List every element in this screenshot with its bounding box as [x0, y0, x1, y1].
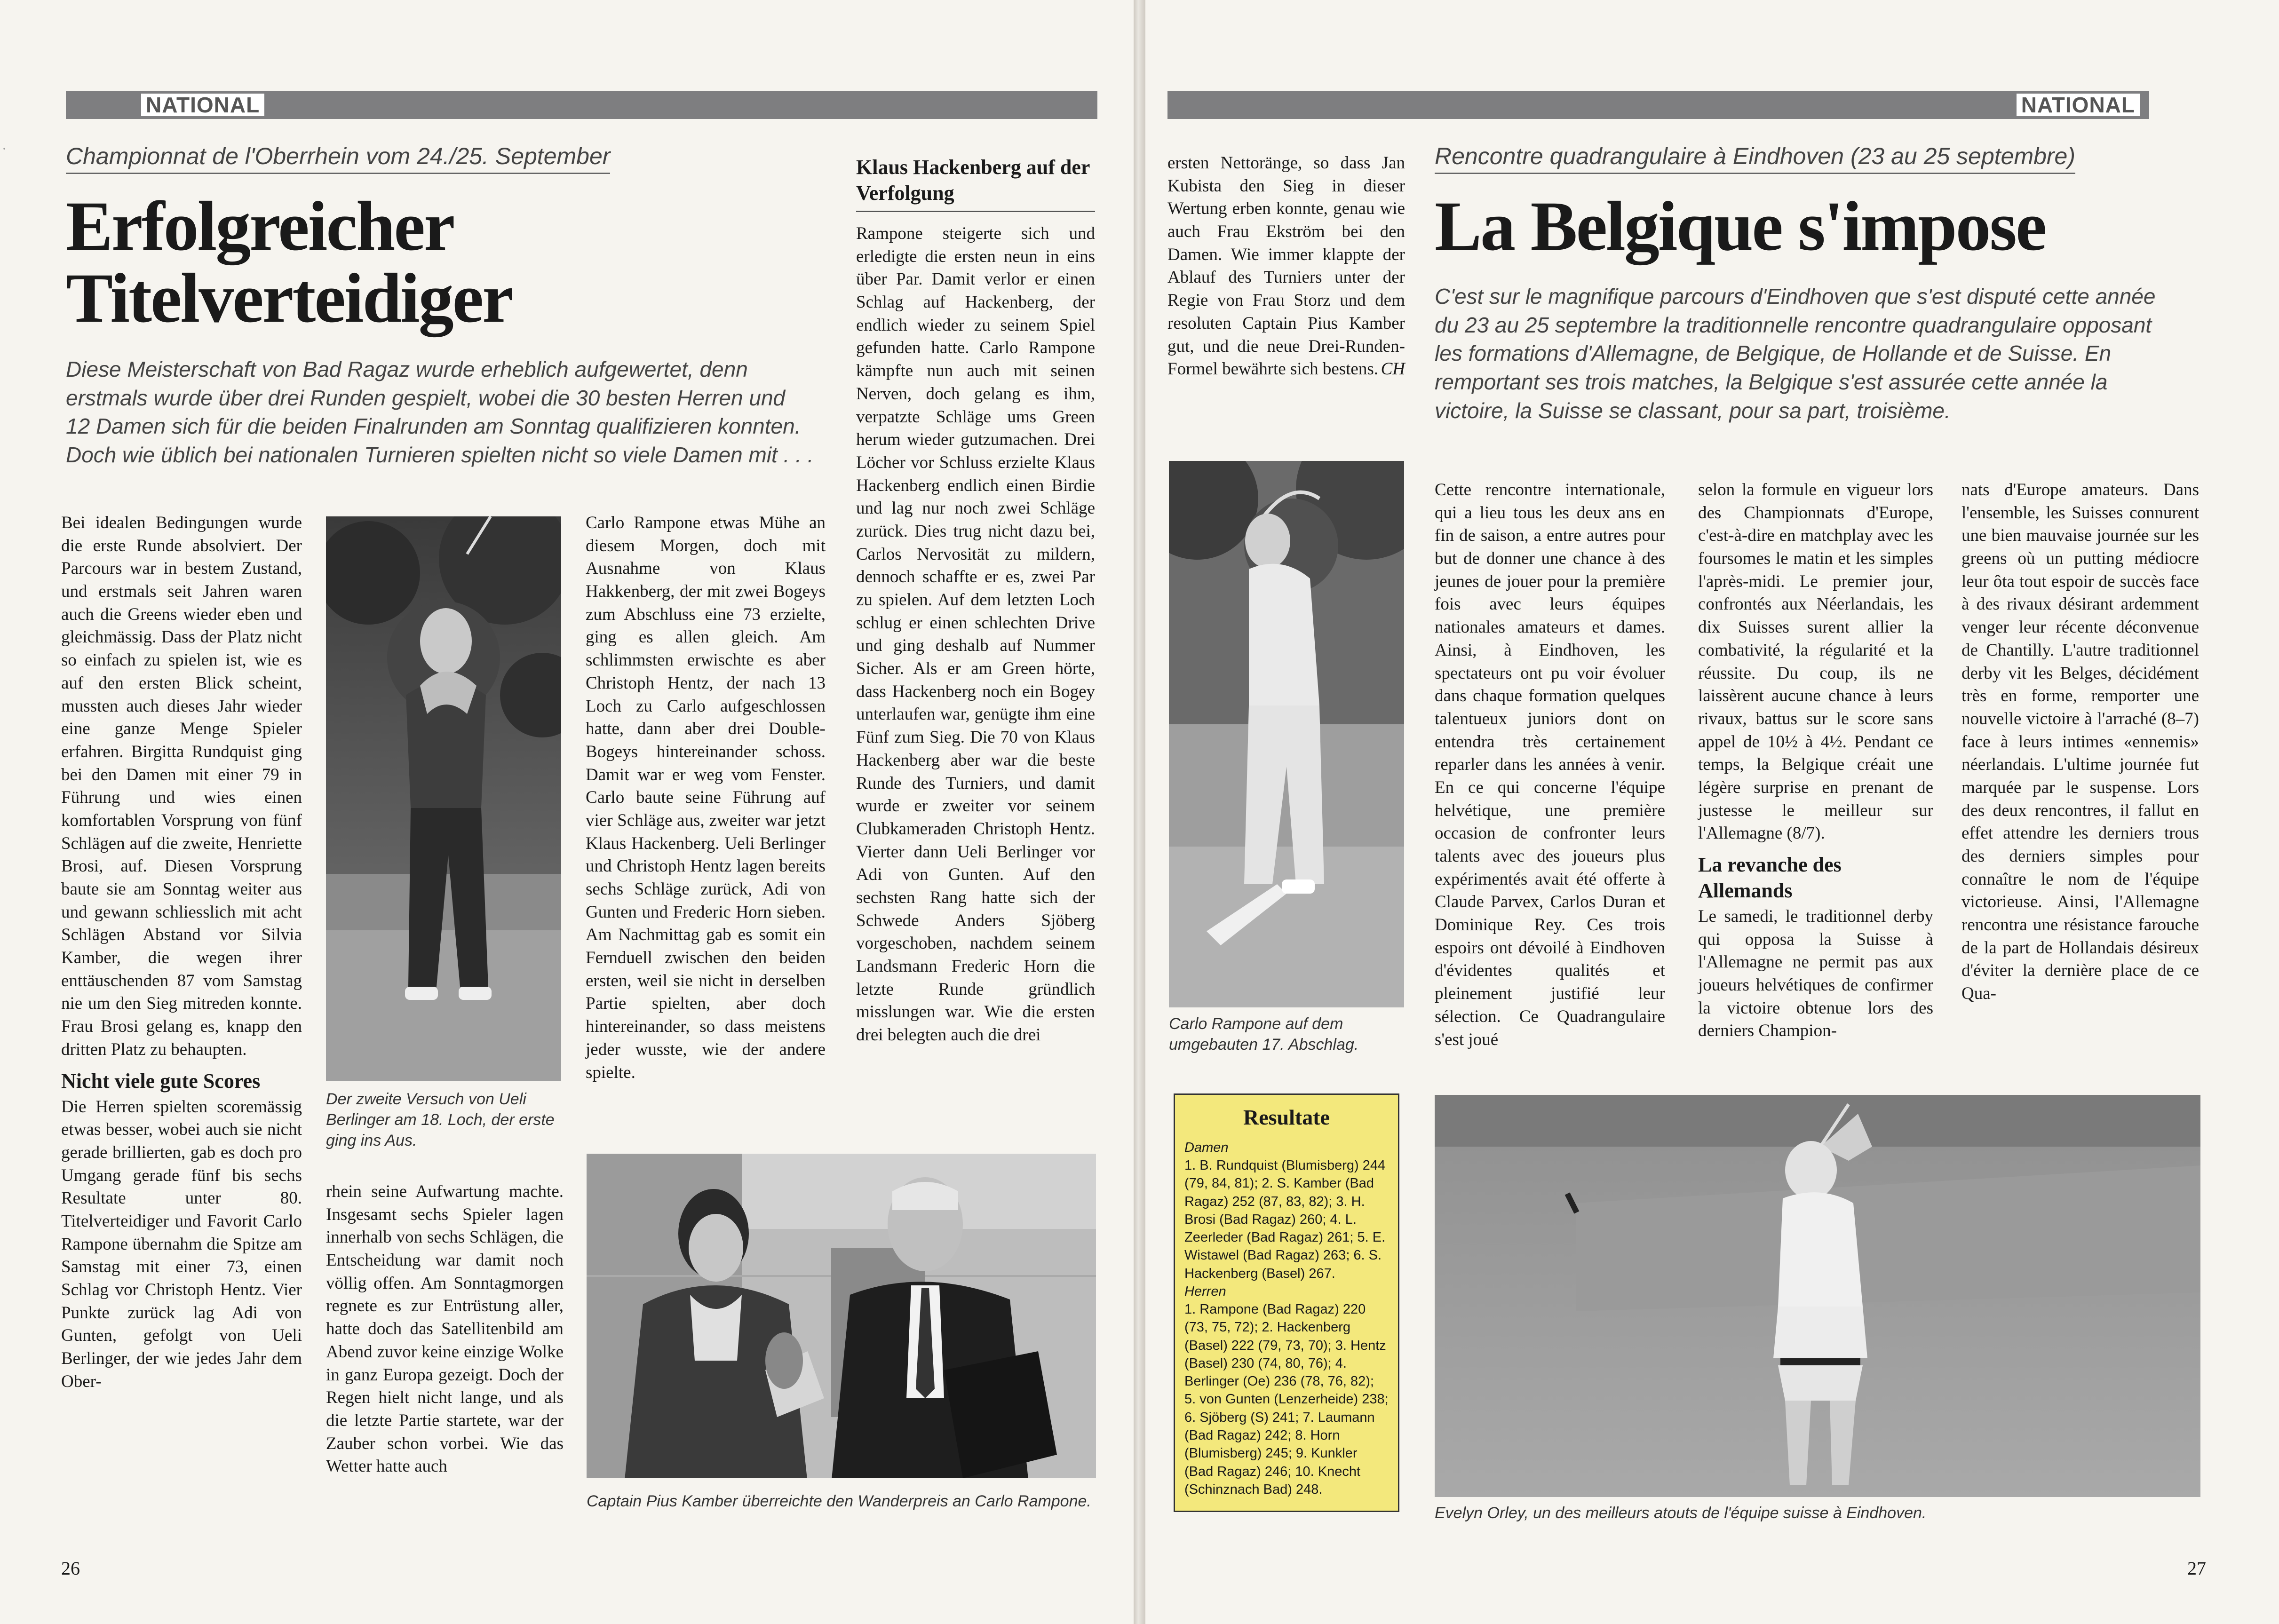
left-page — [0, 0, 1134, 1624]
page-gutter — [1134, 0, 1145, 1624]
page-number-right: 27 — [2187, 1558, 2206, 1579]
margin-mark: · — [2, 141, 7, 157]
section-label-right: NATIONAL — [2017, 94, 2140, 116]
photo-2-caption: Captain Pius Kamber überreichte den Wanderpreis an Carlo Rampone. — [587, 1492, 1091, 1510]
results-box — [1174, 1093, 1399, 1512]
teeshot-photo-svg — [1169, 461, 1404, 1007]
column-1b-text: Die Herren spielten scoremässig etwas besser, wobei auch sie nicht gerade brillierten, gab es doch pro Umgang gerade fünf bis sechs Resultate unter 80. Titelverteidiger und Favorit Carlo Rampone übernahm die Spitze am Samstag mit einer 73, einen Schlag vor Christoph Hentz. Vier Punkte zurück lag Adi von Gunten, gefolgt von Ueli Berlinger, der wie jedes Jahr dem Ober- — [61, 1097, 302, 1391]
carryover-body: ersten Nettoränge, so dass Jan Kubista den Sieg in dieser Wertung erben konnte, genau wie auch Frau Ekström bei den Damen. Wie immer klappte der Ablauf des Turniers unter der Regie von Frau Storz und dem resoluten Captain Pius Kamber gut, und die neue Drei-Runden-Formel bewährte sich bestens. — [1167, 153, 1405, 379]
results-herren-label: Herren — [1184, 1283, 1226, 1299]
article-column-3 — [586, 512, 826, 1084]
article-lead: Diese Meisterschaft von Bad Ragaz wurde erheblich aufgewertet, denn erstmals wurde über drei Runden gespielt, wobei die 30 besten Herren und 12 Damen sich für die beiden Finalrunden am Sonntag qualifizieren konnten. Doch wie üblich bei nationalen Turnieren spielten nicht so viele Damen mit . . . — [66, 357, 814, 467]
swing-photo-svg — [1435, 1095, 2200, 1497]
photo-golfer-tee-shot — [1169, 461, 1404, 1007]
column-2-text: rhein seine Aufwartung machte. Insgesamt sechs Spieler lagen innerhalb von sechs Schlägen, die Entscheidung war damit noch völlig offen. Am Sonntagmorgen regnete es zur Entrüstung aller, hatte doch das Satellitenbild am Abend zuvor keine einzige Wolke in ganz Europa gezeigt. Doch der Regen hielt nicht lange, und als die letzte Partie startete, war der Zauber schon vorbei. Wie das Wetter hatte auch — [326, 1182, 564, 1476]
photo-1-caption: Der zweite Versuch von Ueli Berlinger am 18. Loch, der erste ging ins Aus. — [326, 1090, 555, 1150]
french-kicker: Rencontre quadrangulaire à Eindhoven (23 au 25 septembre) — [1435, 143, 2075, 174]
results-title: Resultate — [1243, 1105, 1330, 1129]
subhead-hackenberg: Klaus Hackenberg auf der Verfolgung — [856, 154, 1095, 212]
subhead-revanche: La revanche des Allemands — [1698, 853, 1842, 902]
french-column-1-text: Cette rencontre internationale, qui a lieu tous les deux ans en fin de saison, a entre autres pour but de donner une chance à des jeunes de jouer pour la première fois avec leurs équipes nationales amateurs et dames. Ainsi, à Eindhoven, les spectateurs ont pu voir évoluer dans chaque formation quelques talentueux juniors dont on entendra très certainement reparler dans les années à venir. En ce qui concerne l'équipe helvétique, une première occasion de confronter leurs talents avec des joueurs plus expérimentés avait été offerte à Claude Parvex, Carlos Duran et Dominique Rey. Ces trois espoirs ont dévoilé à Eindhoven d'évidentes qualités et pleinement justifié leur sélection. Ce Quadrangulaire s'est joué — [1435, 480, 1665, 1049]
article-column-4 — [856, 154, 1095, 1047]
french-column-2b-text: Le samedi, le traditionnel derby qui opposa la Suisse à l'Allemagne ne permit pas aux joueurs helvétiques de confirmer la victoire obtenue lors des derniers Champion- — [1698, 907, 1933, 1041]
golfer-photo-svg — [326, 516, 561, 1081]
french-column-2 — [1698, 479, 1933, 1043]
carryover-column — [1167, 152, 1405, 381]
carryover-text — [1167, 152, 1405, 381]
page-number-left: 26 — [61, 1558, 80, 1579]
article-column-1 — [61, 512, 302, 1393]
column-1-text: Bei idealen Bedingungen wurde die erste Runde absolviert. Der Parcours war in bestem Zustand, und erstmals seit Jahren waren auch die Greens wieder eben und gleichmässig. Dass der Platz nicht so einfach zu spielen ist, wie es auf den ersten Blick scheint, mussten auch dieses Jahr wieder eine ganze Menge Spieler erfahren. Birgitta Rundquist ging bei den Damen mit einer 79 in Führung und wies einen komfortablen Vorsprung von fünf Schlägen auf die zweite, Henriette Brosi, auf. Diesen Vorsprung baute sie am Sonntag weiter aus und gewann schliesslich mit acht Schlägen Abstand vor Silvia Kamber, die wegen ihrer enttäuschenden 87 vom Samstag nie um den Sieg mitreden konnte. Frau Brosi gelang es, knapp den dritten Platz zu behaupten. — [61, 513, 302, 1059]
article-kicker: Championnat de l'Oberrhein vom 24./25. September — [66, 143, 610, 174]
photo-4-caption: Evelyn Orley, un des meilleurs atouts de l'équipe suisse à Eindhoven. — [1435, 1504, 1927, 1522]
author-initials: CH — [1381, 359, 1405, 379]
french-column-2-text: selon la formule en vigueur lors des Championnats d'Europe, c'est-à-dire en matchplay avec les foursomes le matin et les simples l'après-midi. Le premier jour, confrontés aux Néerlandais, les dix Suisses surent allier la combativité, la régularité et la réussite. Du coup, ils ne laissèrent aucune chance à leurs rivaux, battus sur le score sans appel de 10½ à 4½. Pendant ce temps, la Belgique créait une légère surprise en prenant de justesse le meilleur sur l'Allemagne (8/7). — [1698, 480, 1933, 843]
article-column-2 — [326, 1180, 564, 1478]
column-3-text: Carlo Rampone etwas Mühe an diesem Morgen, doch mit Ausnahme von Klaus Hakkenberg, der mit zwei Bogeys zum Abschluss eine 73 erzielte, ging es allen gleich. Am schlimmsten erwischte es aber Christoph Hentz, der nach 13 Loch zu Carlo aufgeschlossen hatte, dann aber drei Double-Bogeys hintereinander schoss. Damit war er weg vom Fenster. Carlo baute seine Führung auf vier Schläge aus, zweiter war jetzt Klaus Hackenberg. Ueli Berlinger und Christoph Hentz lagen bereits sechs Schläge zurück, Adi von Gunten und Frederic Horn sieben. Am Nachmittag gab es somit ein Fernduell zwischen den beiden ersten, weil sie nicht in derselben Partie spielten, aber doch hintereinander, so dass meistens jeder wusste, wie der andere spielte. — [586, 513, 826, 1082]
photo-3-caption: Carlo Rampone auf dem umgebauten 17. Abschlag. — [1169, 1015, 1359, 1054]
section-label: NATIONAL — [141, 94, 264, 116]
photo-golfer-follow-through — [326, 516, 561, 1081]
french-lead: C'est sur le magnifique parcours d'Eindhoven que s'est disputé cette année du 23 au 25 septembre la traditionnelle rencontre quadrangulaire opposant les formations d'Allemagne, de Belgique, de Hollande et de Suisse. En remportant ses trois matches, la Belgique s'est assurée cette année la victoire, la Suisse se classant, pour sa part, troisième. — [1435, 284, 2156, 423]
results-damen: 1. B. Rundquist (Blumisberg) 244 (79, 84, 81); 2. S. Kamber (Bad Ragaz) 252 (87, 83, 82); 3. H. Brosi (Bad Ragaz) 260; 4. L. Zeerleder (Bad Ragaz) 261; 5. E. Wistawel (Bad Ragaz) 263; 6. S. Hackenberg (Basel) 267. — [1184, 1157, 1386, 1281]
french-column-1 — [1435, 479, 1665, 1051]
results-herren: 1. Rampone (Bad Ragaz) 220 (73, 75, 72); 2. Hackenberg (Basel) 222 (79, 73, 70); 3. Hentz (Basel) 230 (74, 80, 76); 4. Berlinger (Oe) 236 (78, 76, 82); 5. von Gunten (Lenzerheide) 238; 6. Sjöberg (S) 241; 7. Laumann (Bad Ragaz) 242; 8. Horn (Blumisberg) 245; 9. Kunkler (Bad Ragaz) 246; 10. Knecht (Schinznach Bad) 248. — [1184, 1302, 1389, 1497]
column-4-text: Rampone steigerte sich und erledigte die ersten neun in eins über Par. Damit verlor er einen Schlag auf Hackenberg, der endlich wieder zu seinem Spiel gefunden hatte. Carlo Rampone kämpfte nun auch mit seinen Nerven, doch gelang es ihm, verpatzte Schläge ums Green herum wieder gutzumachen. Drei Löcher vor Schluss erzielte Klaus Hackenberg endlich einen Birdie und lag nur noch zwei Schläge zurück. Dies trug nicht dazu bei, Carlos Nervosität zu mildern, dennoch schaffte er es, zwei Par zu spielen. Auf dem letzten Loch schlug er einen schlechten Drive und ging deshalb auf Nummer Sicher. Als er am Green hörte, dass Hackenberg noch ein Bogey unterlaufen war, genügte ihm eine Fünf zum Sieg. Die 70 von Klaus Hackenberg aber war die beste Runde des Turniers, und damit wurde er zweiter vor seinem Clubkameraden Christoph Hentz. Vierter dann Ueli Berlinger vor Adi von Gunten. Auf den sechsten Rang hatte sich der Schwede Anders Sjöberg vorgeschoben, nachdem seinem Landsmann Frederic Horn die letzte Runde gründlich misslungen war. Wie die ersten drei belegten auch die drei — [856, 224, 1095, 1045]
right-page — [1145, 0, 2279, 1624]
article-headline — [66, 187, 512, 337]
section-band-right — [1167, 91, 2149, 119]
photo-golfer-swing — [1435, 1095, 2200, 1497]
subhead-scores: Nicht viele gute Scores — [61, 1069, 261, 1093]
headline-line-2: Titelverteidiger — [66, 259, 512, 337]
section-band — [66, 91, 1097, 119]
french-headline: La Belgique s'impose — [1435, 187, 2046, 265]
headline-line-1: Erfolgreicher — [66, 187, 454, 265]
trophy-photo-svg — [587, 1154, 1096, 1484]
french-column-3-text: nats d'Europe amateurs. Dans l'ensemble, les Suisses connurent une bien mauvaise journée sur les greens où un putting médiocre leur ôta tout espoir de succès face à des rivaux désirant ardemment venger leur récente déconvenue de Chantilly. L'autre traditionnel derby vit les Belges, décidément très en forme, remporter une nouvelle victoire à l'arraché (8–7) face à leurs intimes «ennemis» néerlandais. L'ultime journée fut marquée par le suspense. Lors des deux rencontres, il fallut en effet attendre les derniers trous des derniers simples pour connaître le nom de l'équipe victorieuse. Ainsi, l'Allemagne rencontra une résistance farouche de la part de Hollandais désireux d'éviter la dernière place de ce Qua- — [1961, 480, 2199, 1004]
french-column-3 — [1961, 479, 2199, 1006]
results-damen-label: Damen — [1184, 1140, 1229, 1155]
photo-trophy-presentation — [587, 1154, 1096, 1484]
